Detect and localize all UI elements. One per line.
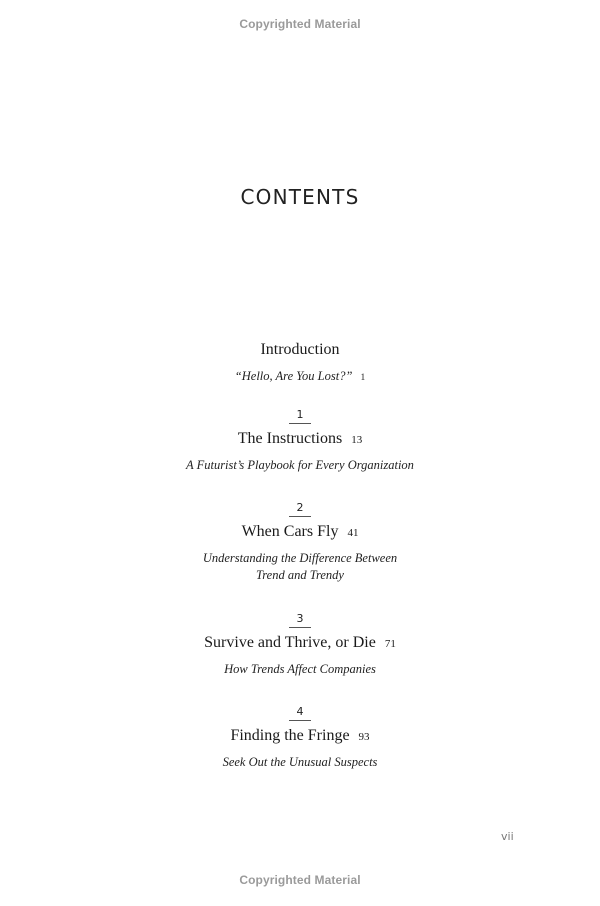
entry-title — [0, 633, 600, 654]
chapter-number: 1 — [289, 408, 311, 424]
entry-subtitle — [0, 550, 600, 584]
subtitle-line-1: Understanding the Difference Between — [202, 551, 398, 565]
page-number: 13 — [351, 434, 363, 446]
copyright-watermark-top: Copyrighted Material — [239, 17, 361, 31]
entry-title — [0, 726, 600, 747]
page-number: 71 — [384, 638, 396, 650]
entry-subtitle: Seek Out the Unusual Suspects — [222, 755, 378, 769]
chapter-number: 4 — [289, 705, 311, 721]
page-number: 93 — [358, 731, 370, 743]
entry-title: Introduction — [260, 341, 340, 358]
title-text: Survive and Thrive, or Die — [204, 634, 376, 651]
copyright-watermark-bottom: Copyrighted Material — [239, 873, 361, 887]
toc-entry-introduction[interactable] — [0, 340, 600, 387]
entry-subtitle — [0, 368, 600, 387]
chapter-number: 3 — [289, 612, 311, 628]
entry-subtitle: A Futurist’s Playbook for Every Organization — [186, 458, 414, 472]
entry-subtitle: How Trends Affect Companies — [224, 662, 376, 676]
chapter-number: 2 — [289, 501, 311, 517]
toc-entry-chapter-2[interactable] — [0, 501, 600, 584]
title-text: The Instructions — [237, 430, 343, 447]
toc-entry-chapter-3[interactable] — [0, 612, 600, 678]
subtitle-text: “Hello, Are You Lost?” — [234, 369, 353, 383]
subtitle-line-2: Trend and Trendy — [256, 568, 344, 582]
page-title: CONTENTS — [240, 185, 360, 209]
entry-title — [0, 429, 600, 450]
title-text: When Cars Fly — [241, 523, 339, 540]
title-text: Finding the Fringe — [230, 727, 350, 744]
page-number: 41 — [347, 527, 359, 539]
entry-title — [0, 522, 600, 543]
page-number: 1 — [360, 373, 366, 383]
toc-entry-chapter-4[interactable] — [0, 705, 600, 771]
toc-entry-chapter-1[interactable] — [0, 408, 600, 474]
folio-page-number: vii — [501, 830, 514, 843]
